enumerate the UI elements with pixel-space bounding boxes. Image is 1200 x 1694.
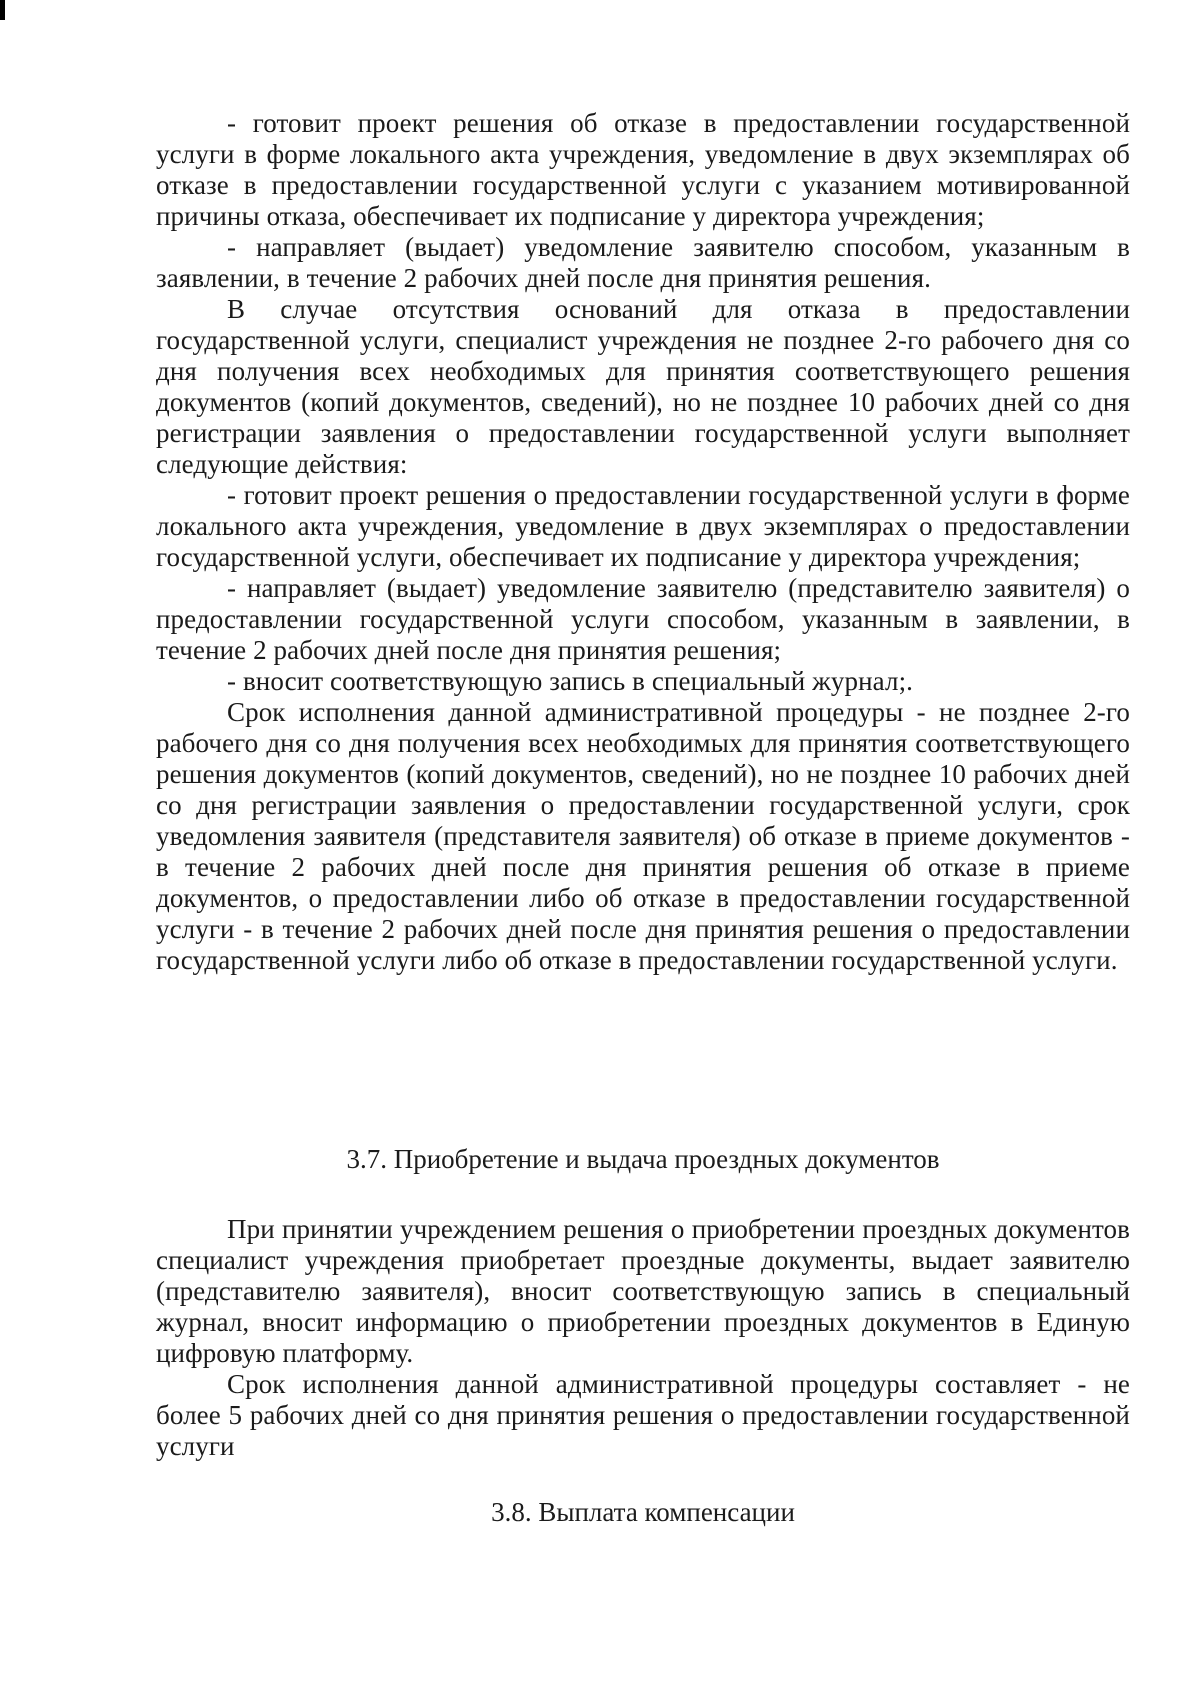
section-heading-3-8: 3.8. Выплата компенсации bbox=[491, 1497, 795, 1527]
scan-corner-mark bbox=[0, 0, 5, 20]
body-text-block-1 bbox=[156, 108, 1130, 976]
paragraph: Срок исполнения данной административной процедуры составляет - не более 5 рабочих дней со дня принятия решения о предоставлении государственной услуги bbox=[156, 1369, 1130, 1461]
paragraph: - направляет (выдает) уведомление заявителю способом, указанным в заявлении, в течение 2 рабочих дней после дня принятия решения. bbox=[156, 232, 1130, 293]
section-heading-3-7: 3.7. Приобретение и выдача проездных документов bbox=[346, 1144, 940, 1174]
paragraph: - вносит соответствующую запись в специальный журнал;. bbox=[227, 666, 914, 696]
paragraph: - направляет (выдает) уведомление заявителю (представителю заявителя) о предоставлении государственной услуги способом, указанным в заявлении, в течение 2 рабочих дней после дня принятия решения; bbox=[156, 573, 1130, 665]
body-text-block-2 bbox=[156, 1214, 1130, 1462]
paragraph: Срок исполнения данной административной процедуры - не позднее 2-го рабочего дня со дня получения всех необходимых для принятия соответствующего решения документов (копий документов, сведений), но не позднее 10 рабочих дней со дня регистрации заявления о предоставлении государственной услуги, срок уведомления заявителя (представителя заявителя) об отказе в приеме документов - в течение 2 рабочих дней после дня принятия решения об отказе в приеме документов, о предоставлении либо об отказе в предоставлении государственной услуги - в течение 2 рабочих дней после дня принятия решения о предоставлении государственной услуги либо об отказе в предоставлении государственной услуги. bbox=[156, 697, 1130, 975]
paragraph: В случае отсутствия оснований для отказа в предоставлении государственной услуги, специалист учреждения не позднее 2-го рабочего дня со дня получения всех необходимых для принятия соответствующего решения документов (копий документов, сведений), но не позднее 10 рабочих дней со дня регистрации заявления о предоставлении государственной услуги выполняет следующие действия: bbox=[156, 294, 1130, 479]
paragraph: При принятии учреждением решения о приобретении проездных документов специалист учреждения приобретает проездные документы, выдает заявителю (представителю заявителя), вносит соответствующую запись в специальный журнал, вносит информацию о приобретении проездных документов в Единую цифровую платформу. bbox=[156, 1214, 1130, 1368]
paragraph: - готовит проект решения об отказе в предоставлении государственной услуги в форме локального акта учреждения, уведомление в двух экземплярах об отказе в предоставлении государственной услуги с указанием мотивированной причины отказа, обеспечивает их подписание у директора учреждения; bbox=[156, 108, 1130, 231]
paragraph: - готовит проект решения о предоставлении государственной услуги в форме локального акта учреждения, уведомление в двух экземплярах о предоставлении государственной услуги, обеспечивает их подписание у директора учреждения; bbox=[156, 480, 1130, 572]
